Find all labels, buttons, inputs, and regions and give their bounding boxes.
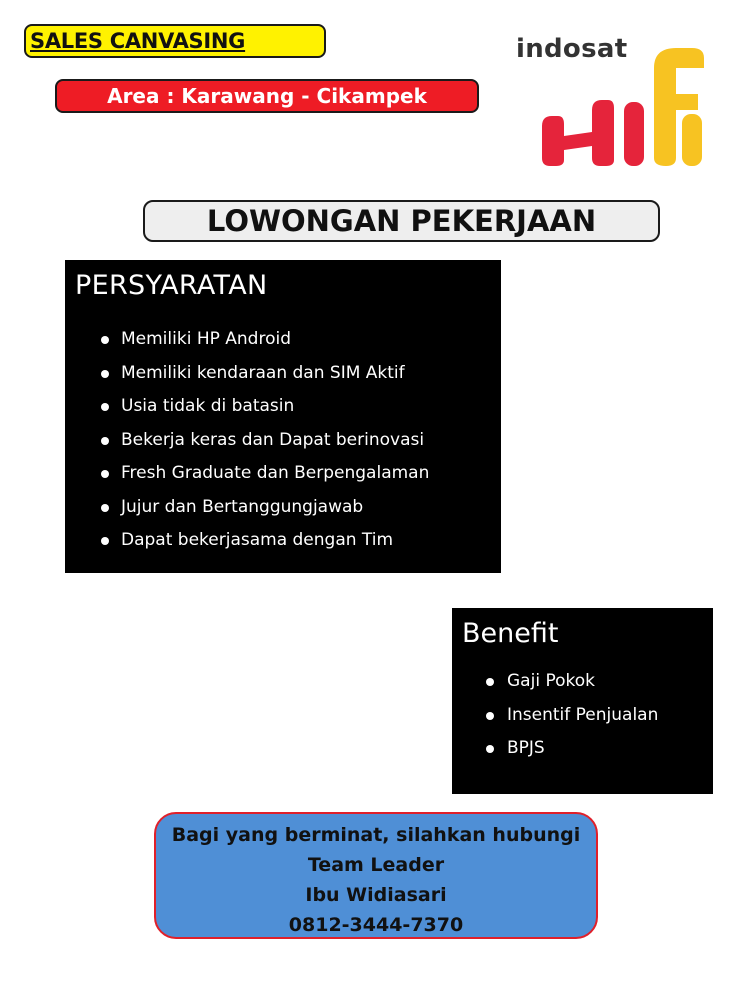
bullet-icon xyxy=(101,403,109,411)
list-item: Memiliki kendaraan dan SIM Aktif xyxy=(75,357,501,391)
bullet-icon xyxy=(101,370,109,378)
area-tag: Area : Karawang - Cikampek xyxy=(55,79,479,113)
list-item: Memiliki HP Android xyxy=(75,323,501,357)
requirements-title: PERSYARATAN xyxy=(75,270,268,301)
brand-name: indosat xyxy=(516,34,628,64)
list-item: Jujur dan Bertanggungjawab xyxy=(75,491,501,525)
list-item: Insentif Penjualan xyxy=(462,699,713,733)
benefit-title: Benefit xyxy=(462,618,559,649)
list-item: Usia tidak di batasin xyxy=(75,390,501,424)
benefit-list xyxy=(462,665,713,766)
contact-role: Team Leader xyxy=(307,854,445,876)
benefit-panel xyxy=(452,608,713,794)
requirements-list xyxy=(75,323,501,558)
list-item: Gaji Pokok xyxy=(462,665,713,699)
bullet-icon xyxy=(486,712,494,720)
job-title-tag: SALES CANVASING xyxy=(24,24,326,58)
list-item: Dapat bekerjasama dengan Tim xyxy=(75,524,501,558)
bullet-icon xyxy=(101,336,109,344)
list-item: Fresh Graduate dan Berpengalaman xyxy=(75,457,501,491)
contact-box xyxy=(154,812,598,939)
bullet-icon xyxy=(101,470,109,478)
contact-invitation: Bagi yang berminat, silahkan hubungi xyxy=(171,824,581,846)
bullet-icon xyxy=(486,745,494,753)
brand-logo xyxy=(512,34,712,169)
headline: LOWONGAN PEKERJAAN xyxy=(143,200,660,242)
bullet-icon xyxy=(101,504,109,512)
list-item: Bekerja keras dan Dapat berinovasi xyxy=(75,424,501,458)
bullet-icon xyxy=(486,678,494,686)
contact-phone[interactable]: 0812-3444-7370 xyxy=(288,914,464,936)
hifi-logo-mark xyxy=(530,38,710,173)
contact-name: Ibu Widiasari xyxy=(305,884,447,906)
list-item: BPJS xyxy=(462,732,713,766)
requirements-panel xyxy=(65,260,501,573)
bullet-icon xyxy=(101,437,109,445)
bullet-icon xyxy=(101,537,109,545)
